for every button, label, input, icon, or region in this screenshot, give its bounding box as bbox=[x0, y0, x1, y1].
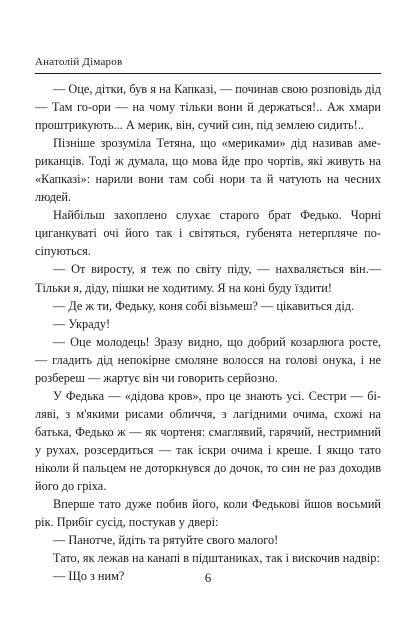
paragraph: — От виросту, я теж по світу піду, — нахваляється він.— Тільки я, діду, пішки не ходитиму. Я на коні буду їздити! bbox=[35, 262, 381, 295]
paragraph: Найбільш захоплено слухає старого брат Федько. Чорні циганкуваті очі його так і світяться, губенята нетерпляче посіпуються. bbox=[35, 208, 381, 259]
paragraph: Тато, як лежав на канапі в підштаниках, так і вискочив надвір: bbox=[53, 551, 380, 566]
running-head-author: Анатолій Дімаров bbox=[35, 56, 123, 68]
paragraph: Пізніше зрозуміла Тетяна, що «мериками» дід називав американців. Тоді ж думала, що мова йде про чортів, які живуть на «Капказі»: нарили вони там собі нори та й чатують на чесних людей. bbox=[35, 136, 381, 205]
paragraph: — Украду! bbox=[53, 316, 111, 331]
page-number: 6 bbox=[204, 570, 212, 585]
paragraph: — Оце молодець! Зразу видно, що добрий козарлюга росте, — гладить дід непокірне смоляне волосся на голові онука, і не розбереш — жартує він чи говорить серйозно. bbox=[35, 334, 381, 385]
paragraph: Вперше тато дуже побив його, коли Федькові йшов восьмий рік. Прибіг сусід, постукав у двері: bbox=[35, 497, 381, 530]
paragraph: — Панотче, йдіть та рятуйте свого малого! bbox=[53, 533, 279, 548]
paragraph: — Що з ним? bbox=[53, 569, 125, 584]
header-rule bbox=[35, 73, 381, 74]
body-text bbox=[35, 80, 381, 585]
paragraph: — Оце, дітки, був я на Капказі, — починав свою розповідь дід — Там го-ори — на чому тільки вони й держаться!.. Аж хмари проштрикують... А мерик, він, сучий син, під землею сидить!.. bbox=[35, 82, 381, 133]
paragraph: У Федька — «дідова кров», про це знають усі. Сестри — біляві, з м'якими рисами обличчя, з лагідними очима, схожі на батька, Федько ж — як чортеня: смаглявий, гарячий, нестримний у рухах, розсердиться — так іскри очима і креше. І якщо тато ніколи й пальцем не доторкнувся до дочок, то син не раз доходив його до гріха. bbox=[35, 388, 381, 494]
paragraph: — Де ж ти, Федьку, коня собі візьмеш? — цікавиться дід. bbox=[53, 298, 355, 313]
